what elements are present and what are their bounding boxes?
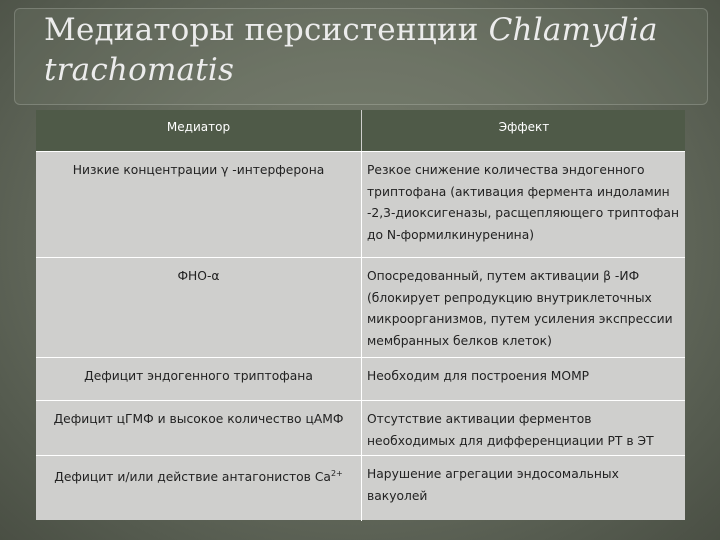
- effect-cell: [361, 358, 686, 401]
- effect-text: Отсутствие активации ферментов необходимых для дифференциации РТ в ЭТ: [367, 412, 654, 448]
- mediator-cell: [36, 401, 361, 456]
- title-species: Chlamydia trachomatis: [44, 12, 658, 88]
- header-effect-label: Эффект: [498, 120, 550, 134]
- slide-title: [44, 10, 694, 90]
- table-row: [36, 400, 685, 456]
- effect-cell: [361, 258, 686, 358]
- effect-text: Резкое снижение количества эндогенного триптофана (активация фермента индоламин -2,3-диоксигеназы, расщепляющего триптофан до N-формилкинуренина): [367, 163, 680, 242]
- header-cell-mediator: [36, 110, 361, 151]
- mediator-text: ФНО-α: [177, 269, 220, 283]
- effect-text: Опосредованный, путем активации β -ИФ (блокирует репродукцию внутриклеточных микроорганизмов, путем усиления экспрессии мембранных белков клеток): [367, 269, 673, 348]
- effect-text: Необходим для построения МОМР: [367, 369, 590, 383]
- mediator-cell: [36, 358, 361, 401]
- mediator-text: [40, 464, 357, 487]
- effect-cell: [361, 152, 686, 258]
- table-row: [36, 357, 685, 401]
- effect-text: Нарушение агрегации эндосомальных вакуолей: [367, 467, 619, 503]
- mediator-cell: [36, 456, 361, 521]
- table-row: [36, 151, 685, 258]
- header-cell-effect: [361, 110, 686, 151]
- mediator-superscript: 2+: [330, 469, 343, 478]
- mediator-text: Дефицит эндогенного триптофана: [84, 369, 313, 383]
- table-row: [36, 455, 685, 521]
- effect-cell: [361, 401, 686, 456]
- title-text: Медиаторы персистенции: [44, 12, 479, 48]
- table-row: [36, 257, 685, 358]
- mediator-text: Низкие концентрации γ -интерферона: [72, 163, 325, 177]
- effect-cell: [361, 456, 686, 521]
- mediator-text: Дефицит цГМФ и высокое количество цАМФ: [53, 412, 344, 426]
- mediator-main-text: Дефицит и/или действие антагонистов Са: [54, 470, 331, 485]
- header-mediator-label: Медиатор: [166, 120, 231, 134]
- mediator-cell: [36, 152, 361, 258]
- mediator-cell: [36, 258, 361, 358]
- table-header-row: [36, 110, 685, 151]
- mediators-table: [36, 110, 685, 520]
